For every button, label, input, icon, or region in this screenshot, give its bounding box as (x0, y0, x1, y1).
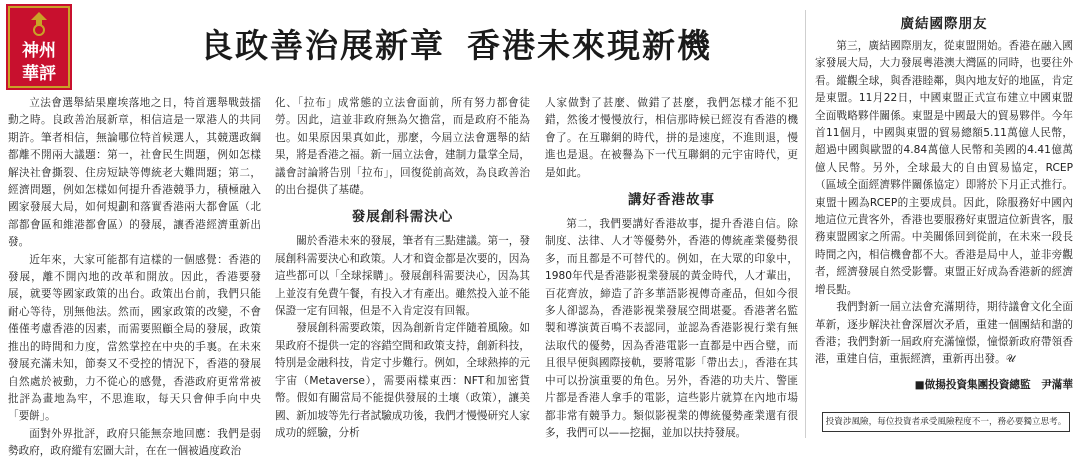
paragraph: 立法會選舉結果塵埃落地之日，特首選舉戰鼓擂動之時。良政善治展新章，相信這是一眾港人的共同期許。筆者相信，無論哪位特首候選人，其競選政綱都離不開兩大議題：第一，社會民生問題，例如怎樣解決社會撕裂、住房短缺等傳統老大難問題；第二，經濟問題，例如怎樣如何提升香港競爭力，積極融入國家發展大局，如何規劃和落實香港兩大都會區（北部都會區和維港都會區）的發展，讓香港經濟重新出發。 (8, 97, 261, 249)
section-heading: 發展創科需決心 (351, 209, 454, 226)
page-title (200, 20, 800, 80)
paragraph: 關於香港未來的發展，筆者有三點建議。第一，發展創科需要決心和政策。人才和資金都是次要的，因為這些都可以「全球採購」。發展創科需要決心，因為其上並沒有免費午餐，有投入才有產出。雖然投入並不能保證一定有回報，但是不入肯定沒有回報。 (275, 235, 530, 318)
paragraph: 發展創科需要政策，因為創新肯定伴隨着風險。如果政府不提供一定的容錯空間和政策支持，創新科技，特別是金融科技，肯定寸步難行。例如，全球熱捧的元宇宙（Metaverse），需要兩樣東西：NFT和加密貨幣。假如有關當局不能提供發展的土壤（政策），讓美國、新加坡等先行者試驗成功後，我們才慢慢研究人家成功的經驗，分析 (275, 322, 530, 439)
logo-line2: 華評 (22, 64, 56, 84)
article-column-2 (275, 95, 530, 440)
paragraph: 第三，廣結國際朋友，從東盟開始。香港在融入國家發展大局，大力發展粵港澳大灣區的同時，也要往外看。縱觀全球，與香港睦鄰，與內地友好的地區，肯定是東盟。11月22日，中國東盟正式宣布建立中國東盟全面戰略夥伴關係。東盟是中國最大的貿易夥伴。今年首11個月，中國與東盟的貿易總額5.11萬億人民幣，超過中國與歐盟的4.84萬億人民幣和美國的4.41億萬億人民幣。另外，全球最大的自由貿易協定，RCEP（區域全面經濟夥伴關係協定）即將於下月正式推行。東盟十國為RCEP的主要成員。因此，除服務好中國內地這位元貴客外，香港也要服務好東盟這位新貴客，服務東盟國家之所需。中美關係回到從前，在未來一段長時間之內，相信機會都不大。香港是局中人，並非旁觀者，經濟發展自然受影響。東盟正好成為香港新的經濟增長點。 (815, 40, 1073, 296)
sidebar-column (815, 14, 1073, 434)
article-column-3 (545, 95, 798, 440)
paragraph: 近年來，大家可能都有這樣的一個感覺：香港的發展，離不開內地的改革和開放。因此，香港要發展，就要等國家政策的出台。政策出台前，我們只能耐心等待，別無他法。然而，國家政策的改變，不會僅僅考慮香港的因素，而需要照顧全局的發展，政策推出的時間和力度，當然掌控在中央的手裏。在未來發展充滿未知，節奏又不受控的情況下，香港的發展自然處於被動，力不從心的感覺，香港政府更常常被批評為畫地為牢，不思進取，每天只會伸手向中央「要餅」。 (8, 253, 261, 423)
logo-line1: 神州 (22, 41, 56, 61)
headline-part2: 香港未來現新機 (467, 26, 712, 65)
paragraph: 我們對新一屆立法會充滿期待，期待議會文化全面革新，逐步解決社會深層次矛盾，重建一個團結和諧的香港；我們對新一屆政府充滿憧憬，憧憬新政府帶領香港，重建自信，重振經濟，重新再出發。𝒰 (815, 301, 1073, 366)
column-logo (6, 4, 72, 90)
column-divider (805, 10, 806, 438)
paragraph: 面對外界批評，政府只能無奈地回應：我們是弱勢政府，政府縱有宏圖大計，在在一個被過度政治 (8, 427, 261, 458)
paragraph: 化、「拉布」成常態的立法會面前，所有努力都會徒勞。因此，這並非政府無為欠擔當，而是政府不能為也。如果原因果真如此，那麼，今屆立法會選舉的結果，將是香港之福。新一屆立法會，建制力量掌全局，議會討論將告別「拉布」，回復從前高效，為良政善治的出台提供了基礎。 (275, 97, 530, 197)
risk-disclaimer-box: 投資涉風險，每位投資者承受風險程度不一，務必要獨立思考。 (822, 412, 1070, 432)
section-heading: 講好香港故事 (628, 192, 715, 209)
paragraph: 人家做對了甚麼、做錯了甚麼，我們怎樣才能不犯錯，然後才慢慢放行，相信那時候已經沒有香港的機會了。在互聯網的時代，拼的是速度，不進則退，慢進也是退。在被譽為下一代互聯網的元宇宙時代，更是如此。 (545, 97, 798, 179)
paragraph: 第二，我們要講好香港故事，提升香港自信。除制度、法律、人才等優勢外，香港的傳統產業優勢很多，而且都是不可替代的。例如，在大眾的印象中，1980年代是香港影視業發展的黃金時代，人才輩出，百花齊放，締造了許多華語影視傳奇產品，但如今很多人卻認為，香港影視業發展空間堪憂。香港著名監製和導演黃百鳴不表認同，並認為香港影視行業有無法取代的優勢，因為香港電影一直都是中西合璧，而且很早便與國際接軌，要將電影「帶出去」，香港在其中可以扮演重要的角色。另外，香港的功夫片、警匪片都是香港人拿手的電影，這些影片就算在內地市場都非常有競爭力。類似影視業的傳統優勢產業還有很多，我們可以——挖掘，並加以扶持發展。 (545, 218, 798, 439)
article-column-1 (8, 95, 261, 458)
headline-part1: 良政善治展新章 (200, 26, 445, 65)
sidebar-body (815, 38, 1073, 369)
author-byline: ■做揚投資集團投資總監 尹滿華 (914, 378, 1073, 391)
section-heading: 廣結國際朋友 (900, 16, 988, 32)
logo-badge-icon (6, 4, 72, 90)
